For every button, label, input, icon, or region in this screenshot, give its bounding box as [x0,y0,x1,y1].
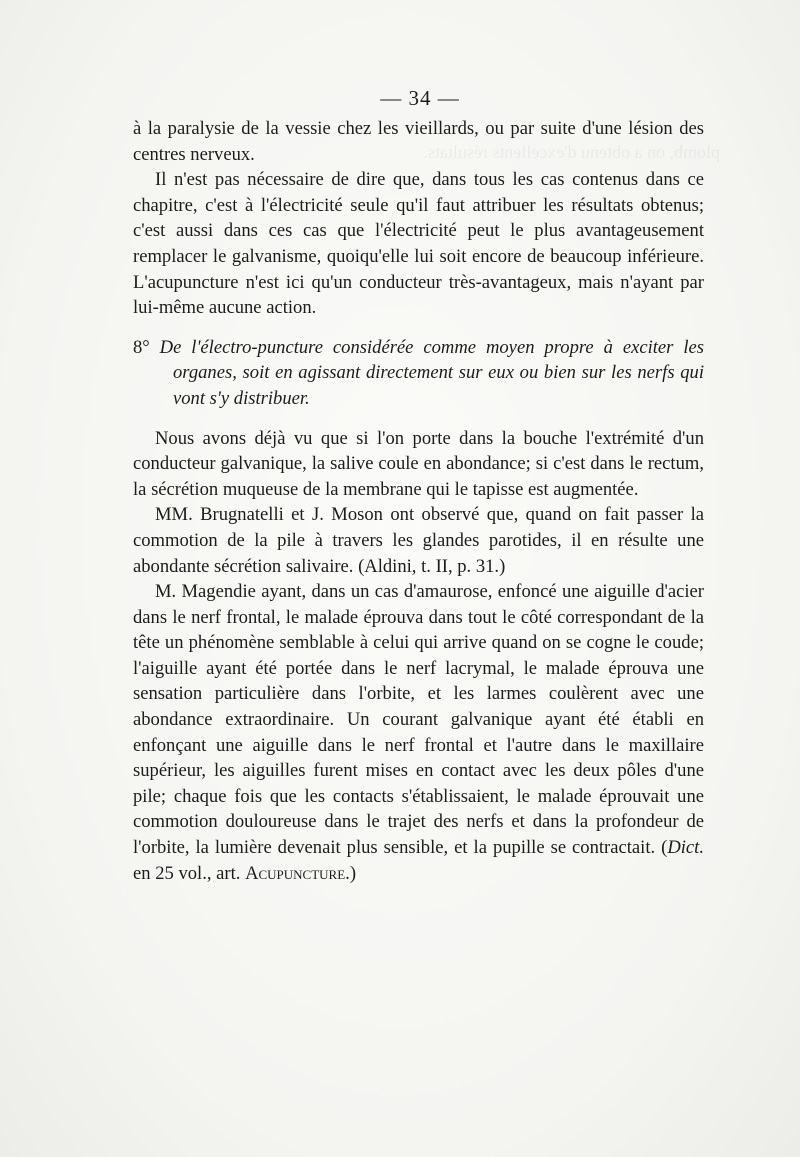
magendie-text: M. Magendie ayant, dans un cas d'amaurose, enfoncé une aiguille d'acier dans le nerf frontal, le malade éprouva dans tout le côté correspondant de la tête un phénomène semblable à celui qui arrive quand on se cogne le coude; l'aiguille ayant été portée dans le nerf lacrymal, le malade éprouva une sensation particulière dans l'orbite, et les larmes coulèrent avec une abondance extraordinaire. Un courant galvanique ayant été établi en enfonçant une aiguille dans le nerf frontal et l'autre dans le maxillaire supérieur, les aiguilles furent mises en contact avec les deux pôles d'une pile; chaque fois que les contacts s'établissaient, le malade éprouvait une commotion douloureuse dans le trajet des nerfs et dans la profondeur de l'orbite, la lumière devenait plus sensible, et la pupille se contractait. ( [133,581,704,859]
section-heading [133,335,704,412]
body-text [133,116,704,886]
section-title: De l'électro-puncture considérée comme moyen propre à exciter les organes, soit en agissant directement sur eux ou bien sur les nerfs qui vont s'y distribuer. [159,336,704,409]
reference-end: .) [345,862,357,884]
section-number: 8° [133,336,150,358]
paragraph-continuation: à la paralysie de la vessie chez les vieillards, ou par suite d'une lésion des centres nerveux. [133,118,704,165]
paragraph-magendie [133,579,704,886]
paragraph-electricity: Il n'est pas nécessaire de dire que, dans tous les cas contenus dans ce chapitre, c'est à l'électricité seule qu'il faut attribuer les résultats obtenus; c'est aussi dans ces cas que l'électricité peut le plus avantageusement remplacer le galvanisme, quoiqu'elle lui soit encore de beaucoup inférieure. L'acupuncture n'est ici qu'un conducteur très-avantageux, mais n'ayant par lui-même aucune action. [133,169,704,319]
reference-article: Acupuncture [245,862,346,884]
paragraph-brugnatelli: MM. Brugnatelli et J. Moson ont observé que, quand on fait passer la commotion de la pile à travers les glandes parotides, il en résulte une abondante sécrétion salivaire. (Aldini, t. II, p. 31.) [133,504,704,577]
reference-volumes: en 25 vol., art. [133,862,246,884]
bleed-through-text: plomb, on a obtenu d'excellents résultats. [423,142,720,162]
paragraph-galvanic-conductor: Nous avons déjà vu que si l'on porte dans la bouche l'extrémité d'un conducteur galvanique, la salive coule en abondance; si c'est dans le rectum, la sécrétion muqueuse de la membrane qui le tapisse est augmentée. [133,427,704,500]
page-number: — 34 — [380,86,460,110]
reference-dict: Dict. [667,837,704,859]
